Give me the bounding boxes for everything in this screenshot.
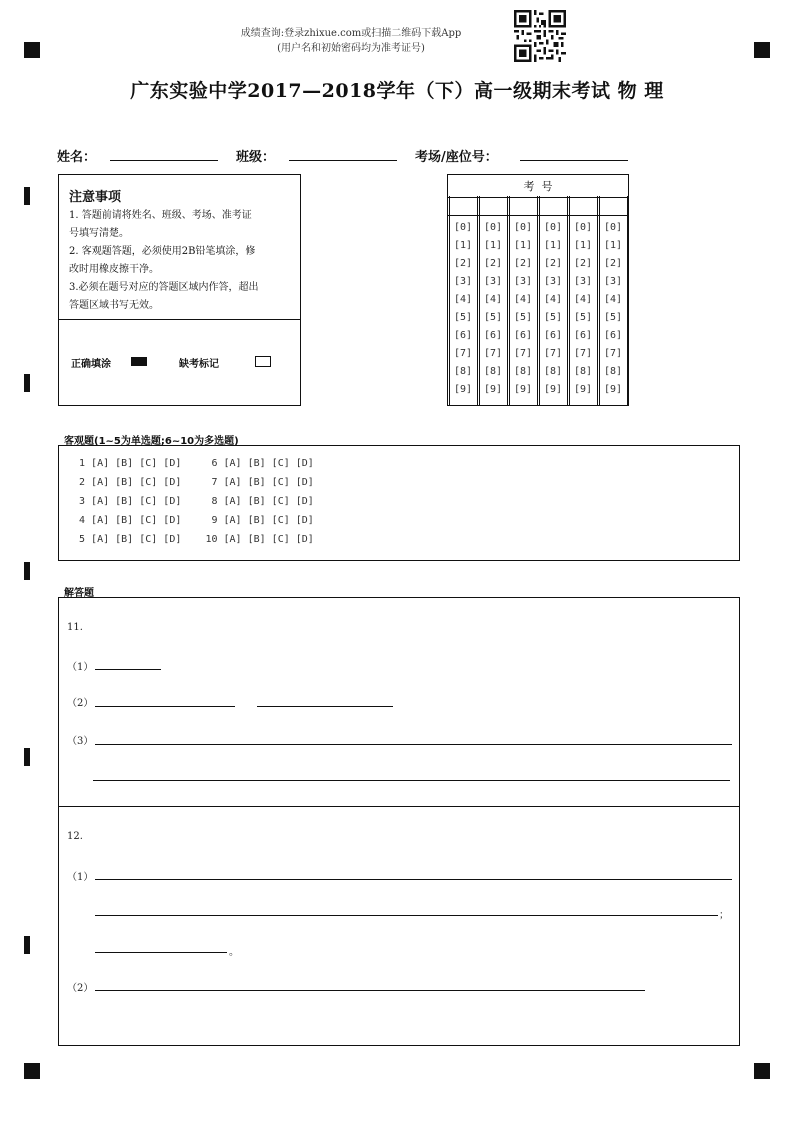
question-12-part-1-answer-end[interactable] — [95, 952, 227, 953]
qr-code-icon — [514, 10, 566, 62]
notice-line: 3.必须在题号对应的答题区域内作答，超出 — [69, 282, 259, 293]
exam-id-title: 考 号 — [523, 180, 553, 193]
timing-mark — [24, 562, 30, 580]
exam-id-bubble[interactable]: [4] — [543, 294, 563, 305]
question-12-box — [58, 806, 740, 1046]
exam-id-bubble[interactable]: [9] — [543, 384, 563, 395]
exam-title: 广东实验中学2017—2018学年（下）高一级期末考试 物 理 — [130, 80, 664, 102]
name-label: 姓名： — [57, 150, 97, 165]
exam-id-bubble[interactable]: [2] — [513, 258, 533, 269]
exam-id-bubble[interactable]: [1] — [603, 240, 623, 251]
exam-id-bubble[interactable]: [5] — [483, 312, 503, 323]
question-12-part-2-label: （2） — [67, 983, 94, 994]
mc-row[interactable]: 4 [A] [B] [C] [D] 9 [A] [B] [C] [D] — [73, 515, 314, 526]
seat-field[interactable] — [520, 160, 628, 161]
question-12-number: 12. — [67, 831, 83, 842]
exam-id-bubble[interactable]: [4] — [453, 294, 473, 305]
exam-id-bubble[interactable]: [6] — [603, 330, 623, 341]
exam-id-digit-input[interactable] — [510, 197, 535, 214]
exam-id-bubble[interactable]: [1] — [453, 240, 473, 251]
timing-mark — [24, 936, 30, 954]
question-11-part-3-answer-continued[interactable] — [93, 780, 730, 781]
registration-mark-bottom-left — [24, 1063, 40, 1079]
notice-box — [58, 174, 301, 406]
exam-id-bubble[interactable]: [2] — [483, 258, 503, 269]
exam-id-bubble[interactable]: [8] — [543, 366, 563, 377]
exam-id-bubble[interactable]: [7] — [453, 348, 473, 359]
notice-line: 号填写清楚。 — [69, 228, 129, 239]
exam-id-bubble[interactable]: [2] — [543, 258, 563, 269]
question-11-part-1-answer[interactable] — [95, 669, 161, 670]
question-11-number: 11. — [67, 622, 83, 633]
answer-section-label: 解答题 — [64, 588, 94, 599]
registration-mark-top-right — [754, 42, 770, 58]
question-12-part-1-answer-continued[interactable] — [95, 915, 718, 916]
exam-id-bubble[interactable]: [8] — [573, 366, 593, 377]
exam-id-bubble[interactable]: [0] — [453, 222, 473, 233]
exam-id-bubble[interactable]: [2] — [603, 258, 623, 269]
exam-id-bubble[interactable]: [8] — [513, 366, 533, 377]
exam-id-bubble[interactable]: [8] — [603, 366, 623, 377]
exam-id-bubble[interactable]: [6] — [543, 330, 563, 341]
exam-id-bubble[interactable]: [8] — [453, 366, 473, 377]
exam-id-bubble[interactable]: [0] — [513, 222, 533, 233]
exam-id-bubble[interactable]: [2] — [573, 258, 593, 269]
exam-id-bubble[interactable]: [7] — [543, 348, 563, 359]
exam-id-bubble[interactable]: [9] — [453, 384, 473, 395]
mc-row[interactable]: 1 [A] [B] [C] [D] 6 [A] [B] [C] [D] — [73, 458, 314, 469]
exam-id-bubble[interactable]: [1] — [513, 240, 533, 251]
seat-label: 考场/座位号： — [415, 150, 498, 165]
exam-id-bubble[interactable]: [2] — [453, 258, 473, 269]
exam-id-bubble[interactable]: [0] — [483, 222, 503, 233]
exam-id-bubble[interactable]: [5] — [543, 312, 563, 323]
notice-line: 1. 答题前请将姓名、班级、考场、准考证 — [69, 210, 252, 221]
question-11-part-2-answer-b[interactable] — [257, 706, 393, 707]
exam-id-bubble[interactable]: [9] — [483, 384, 503, 395]
exam-id-bubble[interactable]: [5] — [513, 312, 533, 323]
class-label: 班级： — [236, 150, 276, 165]
exam-id-bubble[interactable]: [6] — [483, 330, 503, 341]
exam-id-bubble[interactable]: [5] — [603, 312, 623, 323]
question-11-part-2-label: （2） — [67, 698, 94, 709]
exam-id-bubble[interactable]: [1] — [483, 240, 503, 251]
exam-id-bubble[interactable]: [0] — [573, 222, 593, 233]
name-field[interactable] — [110, 160, 218, 161]
exam-id-bubble[interactable]: [0] — [603, 222, 623, 233]
exam-id-bubble[interactable]: [3] — [573, 276, 593, 287]
mc-row[interactable]: 5 [A] [B] [C] [D] 10 [A] [B] [C] [D] — [73, 534, 314, 545]
timing-mark — [24, 187, 30, 205]
exam-id-bubble[interactable]: [3] — [513, 276, 533, 287]
question-12-part-2-answer[interactable] — [95, 990, 645, 991]
question-12-part-1-answer[interactable] — [95, 879, 732, 880]
absent-mark-label: 缺考标记 — [179, 359, 219, 370]
exam-id-bubble[interactable]: [6] — [573, 330, 593, 341]
exam-id-bubble[interactable]: [0] — [543, 222, 563, 233]
exam-id-digit-input[interactable] — [600, 197, 625, 214]
exam-id-bubble[interactable]: [9] — [573, 384, 593, 395]
exam-id-bubble[interactable]: [4] — [603, 294, 623, 305]
exam-id-bubble[interactable]: [7] — [483, 348, 503, 359]
exam-id-bubble[interactable]: [7] — [603, 348, 623, 359]
timing-mark — [24, 374, 30, 392]
exam-id-digit-input[interactable] — [450, 197, 475, 214]
exam-id-digit-input[interactable] — [570, 197, 595, 214]
question-11-part-3-answer[interactable] — [95, 744, 732, 745]
exam-id-bubble[interactable]: [1] — [543, 240, 563, 251]
notice-line: 答题区域书写无效。 — [69, 300, 159, 311]
notice-divider — [58, 319, 301, 320]
exam-id-bubble[interactable]: [4] — [513, 294, 533, 305]
exam-id-bubble[interactable]: [9] — [603, 384, 623, 395]
question-11-part-3-label: （3） — [67, 736, 94, 747]
mc-row[interactable]: 2 [A] [B] [C] [D] 7 [A] [B] [C] [D] — [73, 477, 314, 488]
exam-id-bubble[interactable]: [5] — [573, 312, 593, 323]
exam-id-bubble[interactable]: [3] — [453, 276, 473, 287]
exam-id-bubble[interactable]: [6] — [513, 330, 533, 341]
exam-id-bubble[interactable]: [3] — [483, 276, 503, 287]
exam-id-bubble[interactable]: [7] — [573, 348, 593, 359]
exam-id-bubble[interactable]: [1] — [573, 240, 593, 251]
correct-fill-label: 正确填涂 — [71, 359, 111, 370]
class-field[interactable] — [289, 160, 397, 161]
question-11-part-2-answer-a[interactable] — [95, 706, 235, 707]
exam-id-bubble[interactable]: [5] — [453, 312, 473, 323]
exam-id-bubble[interactable]: [7] — [513, 348, 533, 359]
timing-mark — [24, 748, 30, 766]
registration-mark-bottom-right — [754, 1063, 770, 1079]
mc-row[interactable]: 3 [A] [B] [C] [D] 8 [A] [B] [C] [D] — [73, 496, 314, 507]
login-hint-text: (用户名和初始密码均为准考证号) — [277, 43, 425, 54]
score-query-text: 成绩查询:登录zhixue.com或扫描二维码下载App — [240, 28, 462, 39]
objective-answer-box — [58, 445, 740, 561]
exam-id-bubble[interactable]: [9] — [513, 384, 533, 395]
notice-title: 注意事项 — [69, 190, 122, 205]
question-12-semicolon: ； — [719, 910, 729, 921]
question-11-box — [58, 597, 740, 807]
exam-id-bubble[interactable]: [6] — [453, 330, 473, 341]
notice-line: 2. 客观题答题，必须使用2B铅笔填涂，修 — [69, 246, 256, 257]
notice-line: 改时用橡皮擦干净。 — [69, 264, 159, 275]
exam-id-digit-input[interactable] — [540, 197, 565, 214]
exam-id-bubble[interactable]: [8] — [483, 366, 503, 377]
question-11-part-1-label: （1） — [67, 662, 94, 673]
correct-fill-sample — [131, 357, 147, 366]
exam-id-bubble[interactable]: [4] — [483, 294, 503, 305]
exam-id-bubble[interactable]: [3] — [543, 276, 563, 287]
question-12-part-1-label: （1） — [67, 872, 94, 883]
exam-id-bubble[interactable]: [4] — [573, 294, 593, 305]
exam-id-bubble[interactable]: [3] — [603, 276, 623, 287]
objective-section-label: 客观题(1~5为单选题;6~10为多选题) — [64, 436, 239, 447]
absent-mark-checkbox[interactable] — [255, 356, 271, 367]
exam-id-digit-input[interactable] — [480, 197, 505, 214]
question-12-period: 。 — [229, 947, 239, 958]
